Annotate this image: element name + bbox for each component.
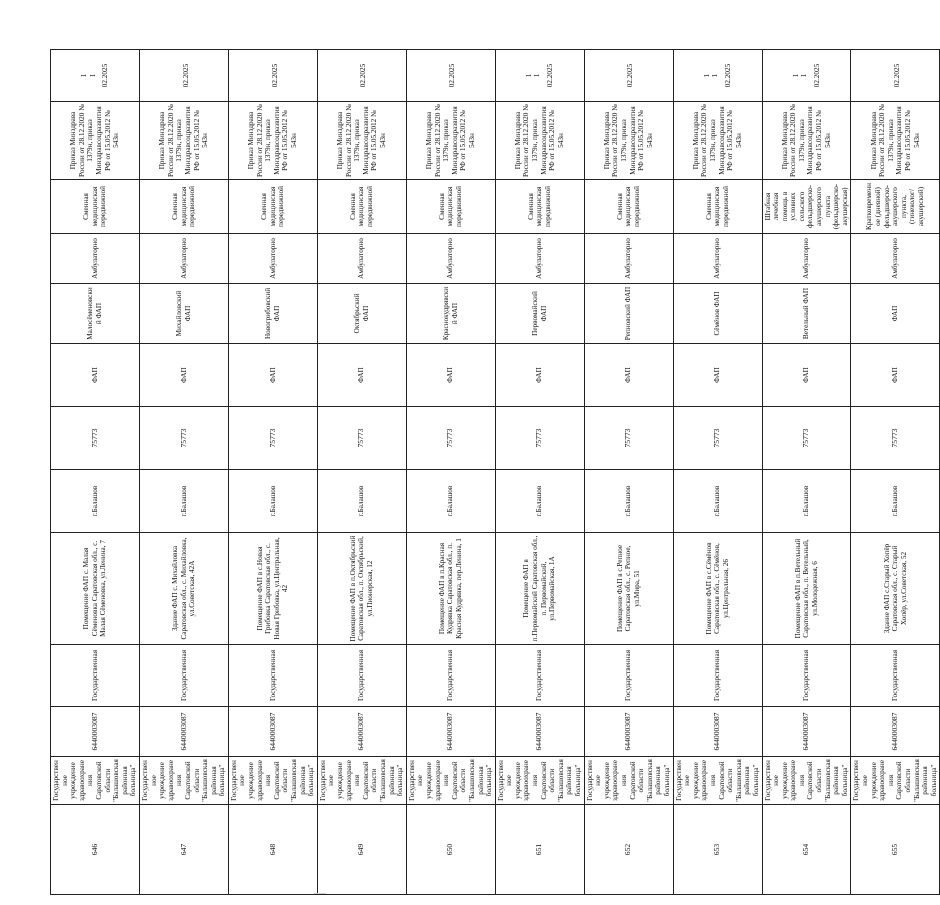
cell-year: 02.2025: [812, 63, 821, 88]
cell-city: г.Балашов: [851, 470, 940, 533]
cell-row-number: 651: [495, 805, 584, 895]
cell-profile: Сменная медицинская передвижной: [51, 180, 140, 234]
cell-inn: 6440003087: [584, 707, 673, 757]
cell-unit-type: ФАП: [406, 344, 495, 407]
cell-legal-basis: Приказ Минздрава России от 28.12.2020 № 1379н, приказ Минздравсоцразвития РФ от 15.05.2012 № 543н: [228, 102, 317, 180]
cell-ownership-form: Государственная: [851, 645, 940, 707]
cell-oktmo-code: 75773: [495, 407, 584, 470]
cell-count-b: 1: [88, 73, 97, 78]
cell-inn: 6440003087: [139, 707, 228, 757]
cell-inn: 6440003087: [228, 707, 317, 757]
cell-address: Помещение ФАП с. Малая Сёменовка Саратовская обл., с. Малая Сёменовка, ул.Ленина, 7: [51, 533, 140, 645]
cell-city: г.Балашов: [495, 470, 584, 533]
cell-care-type: Амбулаторно: [584, 234, 673, 284]
cell-unit-type: ФАП: [584, 344, 673, 407]
cell-count-a: 1: [80, 73, 89, 78]
cell-profile: Сменная медицинская передвижной: [673, 180, 762, 234]
cell-unit-name: Краснокудрявский ФАП: [406, 284, 495, 344]
cell-care-type: Амбулаторно: [406, 234, 495, 284]
cell-inn: 6440003087: [406, 707, 495, 757]
cell-year: 02.2025: [893, 63, 902, 88]
cell-organization: Государственное учреждение здравоохранения Саратовской области "Балашовская районная больница": [762, 757, 851, 805]
cell-profile: Сменная медицинская передвижной: [406, 180, 495, 234]
cell-inn: 6440003087: [762, 707, 851, 757]
cell-address: Здание ФАП с.Старый Хопёр Саратовская обл., с. Старый Хопёр, ул.Советская, 52: [851, 533, 940, 645]
cell-unit-name: Репновский ФАП: [584, 284, 673, 344]
cell-count-b: 1: [533, 73, 542, 78]
cell-profile: Штабная лечебная помощь в условиях сельского фельдшерско-акушерского пункта (фельдшерско-акушерская): [762, 180, 851, 234]
cell-address: Помещение ФАП в с.Сёмёнов Саратовская обл., с. Сёмёнов, ул.Центральная, 26: [673, 533, 762, 645]
cell-unit-name: Октябрьский ФАП: [317, 284, 406, 344]
cell-inn: 6440003087: [495, 707, 584, 757]
cell-unit-type: ФАП: [228, 344, 317, 407]
table-row: [139, 50, 228, 895]
cell-count: [228, 50, 317, 102]
cell-legal-basis: Приказ Минздрава России от 28.12.2020 № 1379н, приказ Минздравсоцразвития РФ от 15.05.2012 № 543н: [51, 102, 140, 180]
cell-unit-type: ФАП: [673, 344, 762, 407]
cell-row-number: 648: [228, 805, 317, 895]
cell-oktmo-code: 75773: [317, 407, 406, 470]
cell-legal-basis: Приказ Минздрава России от 28.12.2020 № 1379н, приказ Минздравсоцразвития РФ от 15.05.2012 № 543н: [139, 102, 228, 180]
table-row: [228, 50, 317, 895]
cell-city: г.Балашов: [139, 470, 228, 533]
cell-count-a: 1: [524, 73, 533, 78]
table-wrapper: [50, 50, 938, 895]
cell-count: [851, 50, 940, 102]
cell-count: [762, 50, 851, 102]
cell-year: 02.2025: [626, 63, 635, 88]
cell-organization: Государственное учреждение здравоохранения Саратовской области "Балашовская районная больница": [317, 757, 406, 805]
cell-oktmo-code: 75773: [673, 407, 762, 470]
cell-count: [139, 50, 228, 102]
cell-unit-type: ФАП: [51, 344, 140, 407]
cell-legal-basis: Приказ Минздрава России от 28.12.2020 № 1379н, приказ Минздравсоцразвития РФ от 15.05.2012 № 543н: [317, 102, 406, 180]
cell-city: г.Балашов: [762, 470, 851, 533]
cell-oktmo-code: 75773: [228, 407, 317, 470]
cell-ownership-form: Государственная: [584, 645, 673, 707]
cell-care-type: Амбулаторно: [228, 234, 317, 284]
cell-profile: Сменная медицинская передвижной: [228, 180, 317, 234]
cell-unit-name: Новогрибовский ФАП: [228, 284, 317, 344]
cell-row-number: 652: [584, 805, 673, 895]
cell-address: Здание ФАП с. Михайловка Саратовская обл., с. Михайловка, ул.Советская, 42А: [139, 533, 228, 645]
cell-ownership-form: Государственная: [406, 645, 495, 707]
cell-inn: 6440003087: [317, 707, 406, 757]
cell-count-b: 1: [711, 73, 720, 78]
cell-profile: Кратковременное (дневной) фельдшерско-акушерского пункта, (гинеколог/акушерский): [851, 180, 940, 234]
cell-legal-basis: Приказ Минздрава России от 28.12.2020 № 1379н, приказ Минздравсоцразвития РФ от 15.05.2012 № 543н: [762, 102, 851, 180]
cell-address: Помещение ФАП в п.Первомайский Саратовская обл., п. Первомайский, ул.Первомайская, 1А: [495, 533, 584, 645]
cell-count-a: 1: [702, 73, 711, 78]
cell-care-type: Амбулаторно: [851, 234, 940, 284]
table-row: [406, 50, 495, 895]
cell-oktmo-code: 75773: [51, 407, 140, 470]
cell-ownership-form: Государственная: [228, 645, 317, 707]
table-row: [51, 50, 140, 895]
cell-legal-basis: Приказ Минздрава России от 28.12.2020 № 1379н, приказ Минздравсоцразвития РФ от 15.05.2012 № 543н: [851, 102, 940, 180]
cell-unit-type: ФАП: [851, 344, 940, 407]
cell-city: г.Балашов: [673, 470, 762, 533]
table-row: [495, 50, 584, 895]
cell-city: г.Балашов: [406, 470, 495, 533]
cell-count: [495, 50, 584, 102]
cell-legal-basis: Приказ Минздрава России от 28.12.2020 № 1379н, приказ Минздравсоцразвития РФ от 15.05.2012 № 543н: [584, 102, 673, 180]
cell-inn: 6440003087: [851, 707, 940, 757]
cell-organization: Государственное учреждение здравоохранения Саратовской области "Балашовская районная больница": [406, 757, 495, 805]
cell-row-number: 654: [762, 805, 851, 895]
cell-ownership-form: Государственная: [673, 645, 762, 707]
cell-organization: Государственное учреждение здравоохранения Саратовской области "Балашовская районная больница": [495, 757, 584, 805]
cell-unit-type: ФАП: [317, 344, 406, 407]
cell-unit-name: Малосёменовский ФАП: [51, 284, 140, 344]
table-row: [673, 50, 762, 895]
table-row: [317, 50, 406, 895]
cell-count: [584, 50, 673, 102]
cell-count-b: 1: [800, 73, 809, 78]
cell-legal-basis: Приказ Минздрава России от 28.12.2020 № 1379н, приказ Минздравсоцразвития РФ от 15.05.2012 № 543н: [406, 102, 495, 180]
cell-ownership-form: Государственная: [139, 645, 228, 707]
cell-ownership-form: Государственная: [317, 645, 406, 707]
cell-city: г.Балашов: [584, 470, 673, 533]
cell-organization: Государственное учреждение здравоохранения Саратовской области "Балашовская районная больница": [139, 757, 228, 805]
cell-organization: Государственное учреждение здравоохранения Саратовской области "Балашовская районная больница": [584, 757, 673, 805]
cell-legal-basis: Приказ Минздрава России от 28.12.2020 № 1379н, приказ Минздравсоцразвития РФ от 15.05.2012 № 543н: [495, 102, 584, 180]
cell-row-number: 646: [51, 805, 140, 895]
table-body: [51, 50, 940, 895]
cell-unit-name: ФАП: [851, 284, 940, 344]
cell-organization: Государственное учреждение здравоохранения Саратовской области "Балашовская районная больница": [228, 757, 317, 805]
cell-care-type: Амбулаторно: [139, 234, 228, 284]
cell-profile: Сменная медицинская передвижной: [317, 180, 406, 234]
cell-count: [317, 50, 406, 102]
cell-unit-name: Михайловский ФАП: [139, 284, 228, 344]
cell-oktmo-code: 75773: [584, 407, 673, 470]
cell-inn: 6440003087: [673, 707, 762, 757]
cell-oktmo-code: 75773: [406, 407, 495, 470]
cell-unit-name: Сёмёнов ФАП: [673, 284, 762, 344]
cell-inn: 6440003087: [51, 707, 140, 757]
cell-address: Помещение ФАП в с.Новая Грибовка Саратовская обл., с. Новая Грибовка, ул.Центральная, 42: [228, 533, 317, 645]
cell-profile: Сменная медицинская передвижной: [495, 180, 584, 234]
cell-legal-basis: Приказ Минздрава России от 28.12.2020 № 1379н, приказ Минздравсоцразвития РФ от 15.05.2012 № 543н: [673, 102, 762, 180]
table-row: [762, 50, 851, 895]
cell-care-type: Амбулаторно: [762, 234, 851, 284]
cell-ownership-form: Государственная: [51, 645, 140, 707]
cell-profile: Сменная медицинская передвижной: [584, 180, 673, 234]
cell-care-type: Амбулаторно: [673, 234, 762, 284]
cell-oktmo-code: 75773: [851, 407, 940, 470]
cell-row-number: 653: [673, 805, 762, 895]
cell-year: 02.2025: [270, 63, 279, 88]
cell-year: 02.2025: [545, 63, 554, 88]
cell-care-type: Амбулаторно: [495, 234, 584, 284]
cell-year: 02.2025: [448, 63, 457, 88]
cell-organization: Государственное учреждение здравоохранения Саратовской области "Балашовская районная больница": [673, 757, 762, 805]
cell-year: 02.2025: [359, 63, 368, 88]
cell-count-a: 1: [791, 73, 800, 78]
table-row: [584, 50, 673, 895]
cell-count: [673, 50, 762, 102]
cell-organization: Государственное учреждение здравоохранения Саратовской области "Балашовская районная больница": [851, 757, 940, 805]
cell-address: Помещение ФАП в п.Октябрьский Саратовская обл., п. Октябрьский, ул.Пионерская, 12: [317, 533, 406, 645]
cell-year: 02.2025: [181, 63, 190, 88]
cell-row-number: 649: [317, 805, 406, 895]
cell-ownership-form: Государственная: [762, 645, 851, 707]
cell-city: г.Балашов: [51, 470, 140, 533]
cell-address: Помещение ФАП в п.Красная Кудрявка Саратовская обл., п. Красная Кудрявка, пер.Ленина, 1: [406, 533, 495, 645]
cell-care-type: Амбулаторно: [51, 234, 140, 284]
cell-row-number: 655: [851, 805, 940, 895]
registry-table: [50, 49, 940, 895]
cell-row-number: 650: [406, 805, 495, 895]
cell-care-type: Амбулаторно: [317, 234, 406, 284]
cell-unit-type: ФАП: [495, 344, 584, 407]
cell-unit-name: Первомайский ФАП: [495, 284, 584, 344]
cell-address: Помещение ФАП в п.Ветельный Саратовская обл., п. Ветельный, ул.Молодежная, 6: [762, 533, 851, 645]
cell-row-number: 647: [139, 805, 228, 895]
cell-unit-type: ФАП: [139, 344, 228, 407]
cell-oktmo-code: 75773: [139, 407, 228, 470]
cell-profile: Сменная медицинская передвижной: [139, 180, 228, 234]
cell-count: [406, 50, 495, 102]
cell-oktmo-code: 75773: [762, 407, 851, 470]
cell-year: 02.2025: [101, 63, 110, 88]
cell-count: [51, 50, 140, 102]
cell-address: Помещение ФАП в с.Репное Саратовская обл., с. Репное, ул.Мира, 51: [584, 533, 673, 645]
rotated-table-container: [50, 50, 938, 895]
cell-organization: Государственное учреждение здравоохранения Саратовской области "Балашовская районная больница": [51, 757, 140, 805]
page-footer-mark: [314, 893, 326, 894]
cell-city: г.Балашов: [228, 470, 317, 533]
cell-city: г.Балашов: [317, 470, 406, 533]
table-row: [851, 50, 940, 895]
cell-unit-type: ФАП: [762, 344, 851, 407]
cell-unit-name: Ветельный ФАП: [762, 284, 851, 344]
cell-ownership-form: Государственная: [495, 645, 584, 707]
cell-year: 02.2025: [723, 63, 732, 88]
